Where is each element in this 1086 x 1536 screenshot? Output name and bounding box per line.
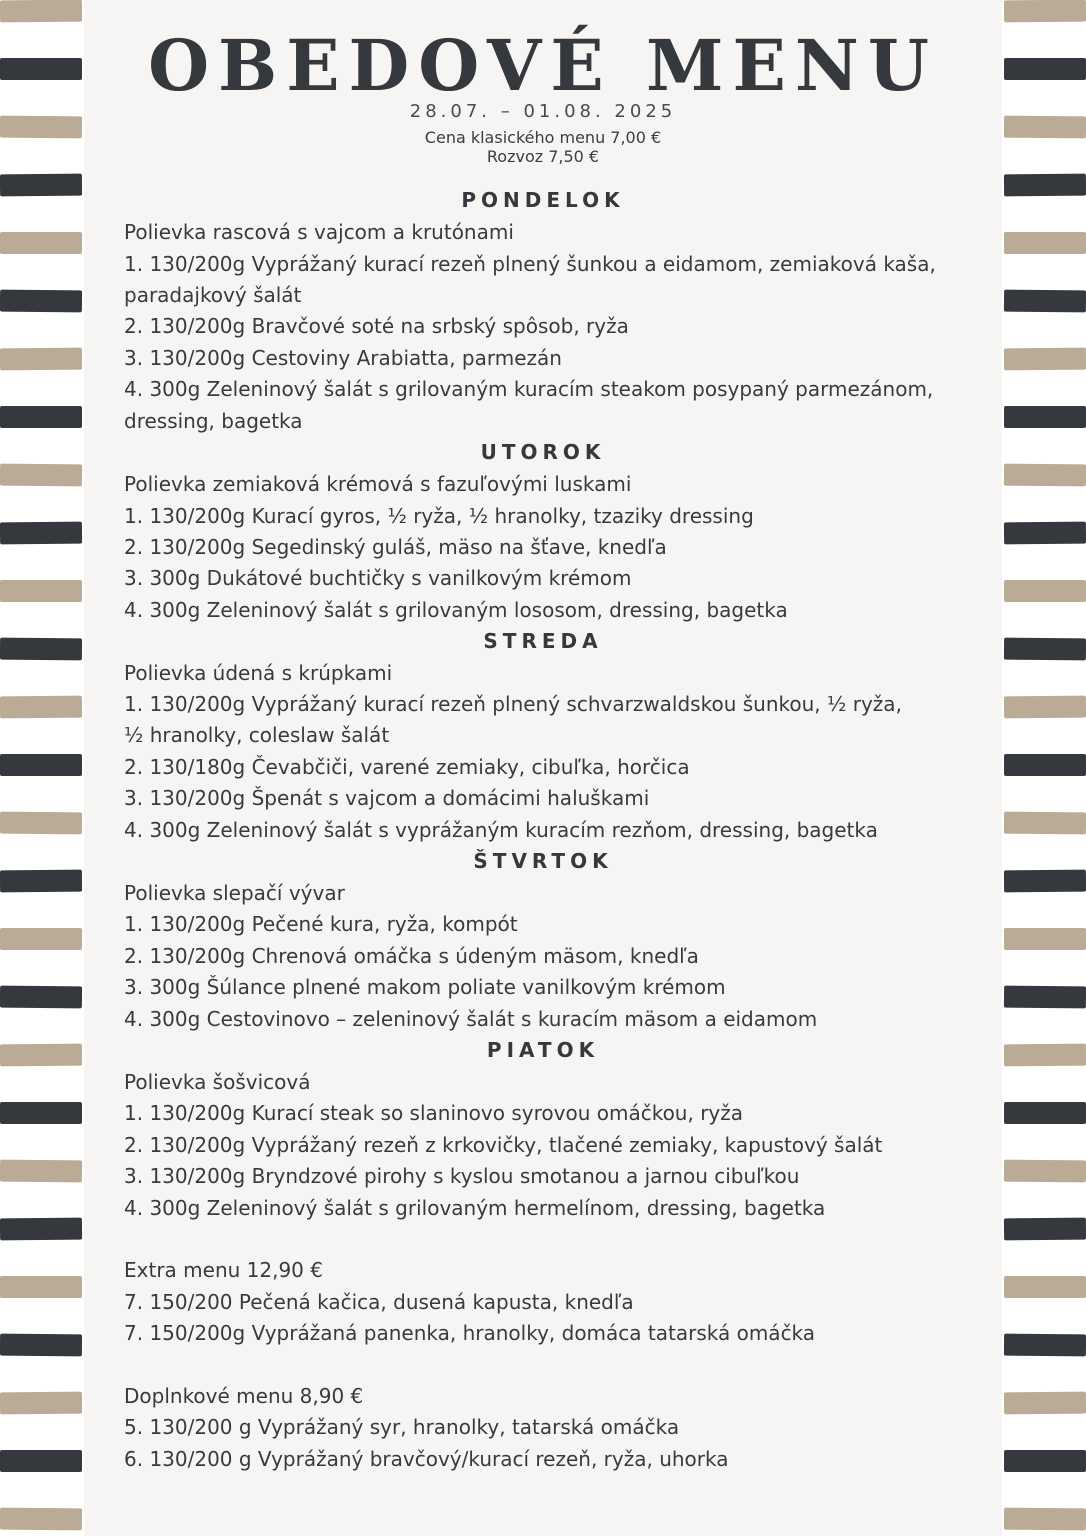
list-item: Polievka šošvicová xyxy=(124,1070,311,1094)
menu-dates: 28.07. – 01.08. 2025 xyxy=(409,101,677,122)
day-heading-tuesday: UTOROK xyxy=(480,440,606,464)
stripe xyxy=(1004,348,1086,371)
stripe xyxy=(1004,116,1086,139)
menu-title: OBEDOVÉ MENU xyxy=(148,24,938,107)
price-delivery: Rozvoz 7,50 € xyxy=(486,147,600,166)
list-item: 3. 300g Dukátové buchtičky s vanilkovým krémom xyxy=(124,566,632,590)
list-item: 2. 130/200g Segedinský guláš, mäso na šťave, knedľa xyxy=(124,535,667,559)
stripe xyxy=(0,986,82,1009)
list-item: 3. 300g Šúlance plnené makom poliate vanilkovým krémom xyxy=(124,975,726,999)
list-item: Polievka slepačí vývar xyxy=(124,881,345,905)
stripe xyxy=(0,1334,82,1357)
stripe xyxy=(0,1044,82,1067)
stripe xyxy=(0,348,82,371)
stripe xyxy=(0,870,82,893)
stripe xyxy=(1004,696,1086,719)
stripe xyxy=(1004,58,1086,80)
list-item: ½ hranolky, coleslaw šalát xyxy=(124,723,390,747)
list-item: 5. 130/200 g Vyprážaný syr, hranolky, tatarská omáčka xyxy=(124,1415,680,1439)
stripe xyxy=(1004,986,1086,1009)
list-item: 3. 130/200g Bryndzové pirohy s kyslou smotanou a jarnou cibuľkou xyxy=(124,1164,800,1188)
list-item: 4. 300g Zeleninový šalát s grilovaným lososom, dressing, bagetka xyxy=(124,598,788,622)
stripe xyxy=(0,1450,82,1472)
stripe xyxy=(1004,1160,1086,1183)
stripe xyxy=(1004,1044,1086,1067)
list-item: 4. 300g Zeleninový šalát s vyprážaným kuracím rezňom, dressing, bagetka xyxy=(124,818,878,842)
day-heading-friday: PIATOK xyxy=(486,1038,600,1062)
day-heading-monday: PONDELOK xyxy=(461,188,625,212)
stripe xyxy=(0,406,82,428)
list-item: dressing, bagetka xyxy=(124,409,303,433)
list-item: 7. 150/200g Vyprážaná panenka, hranolky, domáca tatarská omáčka xyxy=(124,1321,816,1345)
stripe xyxy=(0,1218,82,1241)
stripe xyxy=(1004,174,1086,197)
stripe xyxy=(0,812,82,835)
list-item: 1. 130/200g Vyprážaný kurací rezeň plnený schvarzwaldskou šunkou, ½ ryža, xyxy=(124,692,902,716)
stripe xyxy=(0,928,82,950)
stripe xyxy=(0,1276,82,1298)
list-item: 1. 130/200g Vyprážaný kurací rezeň plnený šunkou a eidamom, zemiaková kaša, xyxy=(124,252,936,276)
list-item: Polievka zemiaková krémová s fazuľovými luskami xyxy=(124,472,632,496)
stripe xyxy=(0,464,82,487)
stripe xyxy=(0,174,82,197)
stripe xyxy=(0,1160,82,1183)
stripe xyxy=(0,696,82,719)
stripe xyxy=(1004,928,1086,950)
day-heading-wednesday: STREDA xyxy=(483,629,603,653)
list-item: 4. 300g Cestovinovo – zeleninový šalát s kuracím mäsom a eidamom xyxy=(124,1007,818,1031)
stripe xyxy=(0,638,82,661)
stripe xyxy=(1004,290,1086,313)
list-item: 1. 130/200g Kurací steak so slaninovo syrovou omáčkou, ryža xyxy=(124,1101,744,1125)
stripe xyxy=(0,522,82,545)
stripe xyxy=(1004,1334,1086,1357)
stripe xyxy=(0,1102,82,1124)
stripe xyxy=(1004,522,1086,545)
list-item: 4. 300g Zeleninový šalát s grilovaným kuracím steakom posypaný parmezánom, xyxy=(124,377,934,401)
list-item: paradajkový šalát xyxy=(124,283,302,307)
list-item: 4. 300g Zeleninový šalát s grilovaným hermelínom, dressing, bagetka xyxy=(124,1196,826,1220)
stripe xyxy=(0,1392,82,1415)
extra-menu-header: Extra menu 12,90 € xyxy=(124,1258,323,1282)
stripe xyxy=(0,58,82,80)
stripe xyxy=(0,0,82,22)
list-item: 2. 130/200g Chrenová omáčka s údeným mäsom, knedľa xyxy=(124,944,699,968)
left-stripe-border xyxy=(0,0,84,1536)
stripe xyxy=(1004,812,1086,835)
list-item: 2. 130/200g Bravčové soté na srbský spôsob, ryža xyxy=(124,314,629,338)
stripe xyxy=(0,754,82,776)
list-item: 1. 130/200g Pečené kura, ryža, kompót xyxy=(124,912,518,936)
stripe xyxy=(0,580,82,602)
list-item: 2. 130/200g Vyprážaný rezeň z krkovičky, tlačené zemiaky, kapustový šalát xyxy=(124,1133,883,1157)
day-heading-thursday: ŠTVRTOK xyxy=(473,849,613,873)
list-item: 3. 130/200g Cestoviny Arabiatta, parmezán xyxy=(124,346,562,370)
list-item: Polievka rascová s vajcom a krutónami xyxy=(124,220,514,244)
stripe xyxy=(1004,1508,1086,1531)
stripe xyxy=(1004,1218,1086,1241)
stripe xyxy=(1004,870,1086,893)
stripe xyxy=(1004,0,1086,22)
stripe xyxy=(1004,1392,1086,1415)
stripe xyxy=(1004,580,1086,602)
list-item: 2. 130/180g Čevabčiči, varené zemiaky, cibuľka, horčica xyxy=(124,755,690,779)
stripe xyxy=(0,116,82,139)
stripe xyxy=(1004,638,1086,661)
stripe xyxy=(0,1508,82,1531)
supplementary-menu-header: Doplnkové menu 8,90 € xyxy=(124,1384,364,1408)
stripe xyxy=(1004,406,1086,428)
stripe xyxy=(1004,232,1086,254)
stripe xyxy=(1004,1102,1086,1124)
price-classic: Cena klasického menu 7,00 € xyxy=(424,128,662,147)
list-item: 7. 150/200 Pečená kačica, dusená kapusta, knedľa xyxy=(124,1290,634,1314)
menu-sheet xyxy=(84,0,1002,1536)
stripe xyxy=(1004,754,1086,776)
list-item: Polievka údená s krúpkami xyxy=(124,661,393,685)
right-stripe-border xyxy=(1002,0,1086,1536)
stripe xyxy=(0,232,82,254)
stripe xyxy=(1004,1450,1086,1472)
list-item: 1. 130/200g Kurací gyros, ½ ryža, ½ hranolky, tzaziky dressing xyxy=(124,504,754,528)
stripe xyxy=(1004,1276,1086,1298)
stripe xyxy=(1004,464,1086,487)
list-item: 3. 130/200g Špenát s vajcom a domácimi haluškami xyxy=(124,786,650,810)
list-item: 6. 130/200 g Vyprážaný bravčový/kurací rezeň, ryža, uhorka xyxy=(124,1447,729,1471)
stripe xyxy=(0,290,82,313)
